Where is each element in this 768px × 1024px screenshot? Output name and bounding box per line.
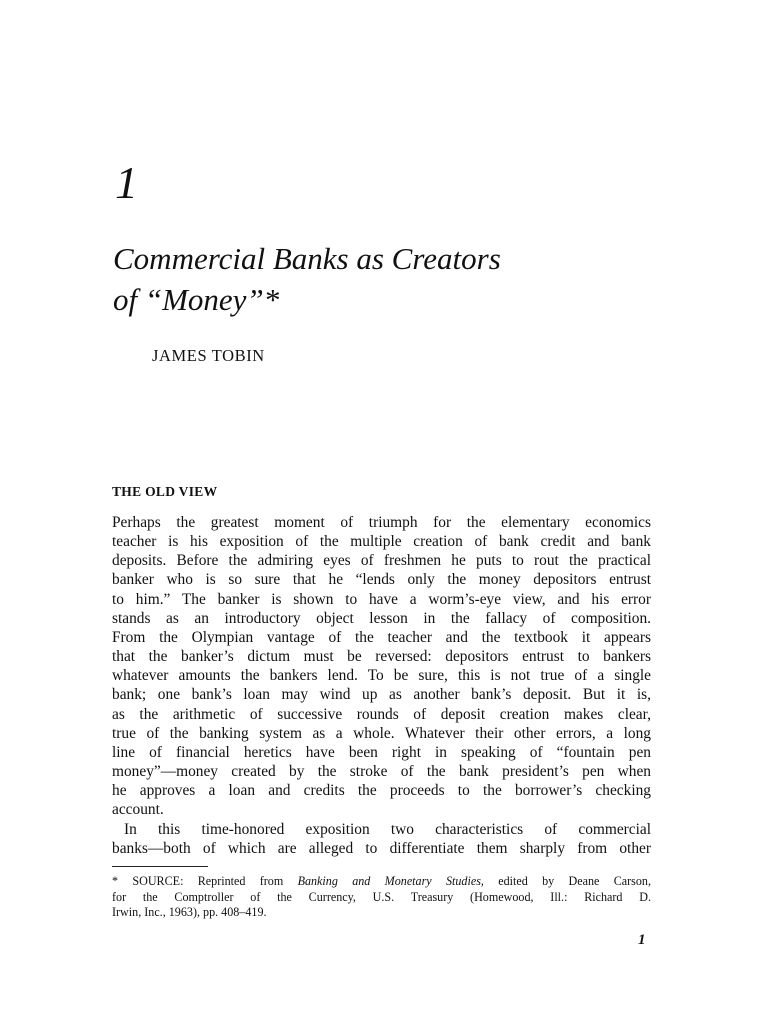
author-name: JAMES TOBIN (152, 346, 265, 365)
body-line: line of financial heretics have been right in speaking of “fountain pen (112, 743, 651, 761)
footnote (112, 874, 651, 921)
body-line: whatever amounts the bankers lend. To be sure, this is not true of a single (112, 667, 651, 685)
body-line: as the arithmetic of successive rounds of deposit creation makes clear, (112, 705, 651, 723)
body-text (112, 513, 651, 858)
body-line: to him.” The banker is shown to have a worm’s-eye view, and his error (112, 590, 651, 608)
body-line: stands as an introductory object lesson in the fallacy of composition. (112, 609, 651, 627)
footnote-line1-rest: edited by Deane Carson, (483, 874, 651, 888)
body-line: Perhaps the greatest moment of triumph for the elementary economics (112, 514, 651, 531)
footnote-rule (112, 866, 208, 867)
body-line: money”—money created by the stroke of the bank president’s pen when (112, 763, 651, 781)
body-line: From the Olympian vantage of the teacher and the textbook it appears (112, 628, 651, 646)
body-line: teacher is his exposition of the multiple creation of bank credit and bank (112, 533, 651, 551)
chapter-title (113, 238, 501, 320)
footnote-prefix: * SOURCE: Reprinted from (112, 874, 298, 888)
body-line: deposits. Before the admiring eyes of freshmen he puts to rout the practical (112, 552, 651, 570)
section-heading: THE OLD VIEW (112, 484, 218, 499)
footnote-line: Irwin, Inc., 1963), pp. 408–419. (112, 905, 267, 919)
body-line: banker who is so sure that he “lends only the money depositors entrust (112, 571, 651, 589)
page-number: 1 (638, 932, 646, 948)
body-line: In this time-honored exposition two characteristics of commercial (124, 820, 651, 838)
footnote-source-title: Banking and Monetary Studies, (297, 874, 484, 888)
body-line: banks—both of which are alleged to differentiate them sharply from other (112, 839, 651, 857)
chapter-number: 1 (115, 157, 138, 208)
body-line: that the banker’s dictum must be reversed: depositors entrust to bankers (112, 648, 651, 666)
body-line: true of the banking system as a whole. Whatever their other errors, a long (112, 724, 651, 742)
footnote-line: for the Comptroller of the Currency, U.S. Treasury (Homewood, Ill.: Richard D. (112, 889, 651, 904)
footnote-line (112, 874, 651, 890)
body-line: bank; one bank’s loan may wind up as another bank’s deposit. But it is, (112, 686, 651, 704)
chapter-title-line-1: Commercial Banks as Creators (113, 241, 501, 276)
chapter-title-line-2: of “Money”* (113, 282, 280, 317)
body-line: he approves a loan and credits the proceeds to the borrower’s checking (112, 782, 651, 800)
body-line: account. (112, 801, 164, 819)
